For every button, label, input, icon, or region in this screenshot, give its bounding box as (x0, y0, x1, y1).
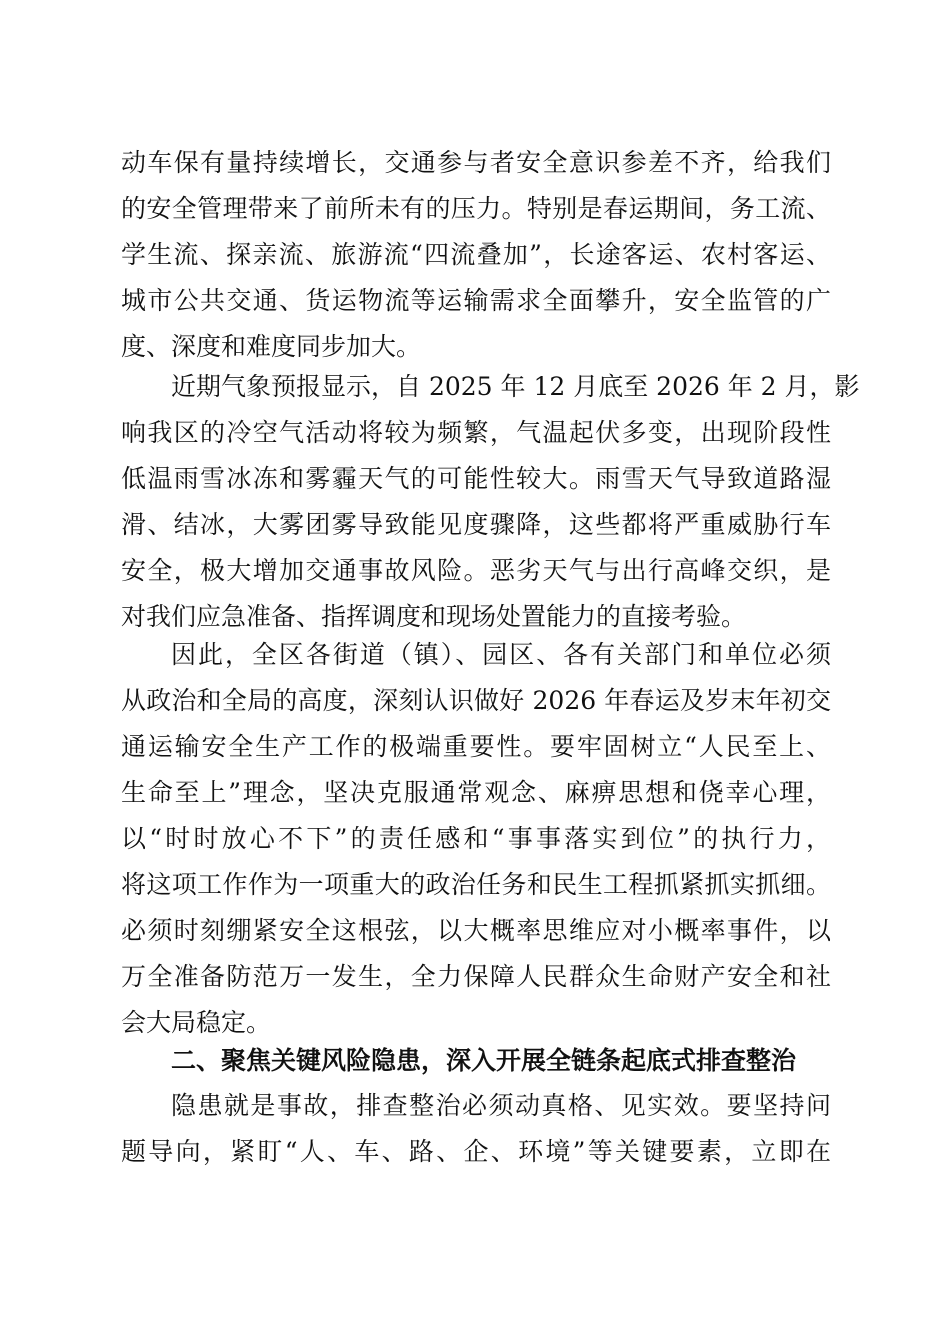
text-line: 响我区的冷空气活动将较为频繁，气温起伏多变，出现阶段性 (121, 418, 831, 447)
text-line: 城市公共交通、货运物流等运输需求全面攀升，安全监管的广 (121, 286, 831, 315)
section-heading-text: 二、聚焦关键风险隐患，深入开展全链条起底式排查整治 (171, 1046, 797, 1075)
text-line: 度、深度和难度同步加大。 (121, 332, 422, 361)
text-line: 近期气象预报显示，自 2025 年 12 月底至 2026 年 2 月，影 (171, 372, 860, 401)
text-line: 学生流、探亲流、旅游流“四流叠加”，长途客运、农村客运、 (121, 240, 831, 269)
text-line: 对我们应急准备、指挥调度和现场处置能力的直接考验。 (121, 602, 747, 631)
text-line: 安全，极大增加交通事故风险。恶劣天气与出行高峰交织，是 (121, 556, 831, 585)
text-line: 通运输安全生产工作的极端重要性。要牢固树立“人民至上、 (121, 732, 831, 761)
text-line: 的安全管理带来了前所未有的压力。特别是春运期间，务工流、 (121, 194, 831, 223)
text-line: 滑、结冰，大雾团雾导致能见度骤降，这些都将严重威胁行车 (121, 510, 831, 539)
paragraph-importance (121, 632, 831, 1046)
text-line: 隐患就是事故，排查整治必须动真格、见实效。要坚持问 (171, 1091, 831, 1120)
section-heading-2 (121, 1038, 831, 1084)
text-line: 动车保有量持续增长，交通参与者安全意识参差不齐，给我们 (121, 148, 831, 177)
paragraph-hazard-inspection (121, 1083, 831, 1175)
paragraph-weather-forecast (121, 364, 860, 640)
text-line: 从政治和全局的高度，深刻认识做好 2026 年春运及岁末年初交 (121, 686, 831, 715)
text-line: 因此，全区各街道（镇）、园区、各有关部门和单位必须 (171, 640, 831, 669)
text-line: 生命至上”理念，坚决克服通常观念、麻痹思想和侥幸心理， (121, 778, 831, 807)
text-line: 万全准备防范万一发生，全力保障人民群众生命财产安全和社 (121, 962, 831, 991)
text-line: 必须时刻绷紧安全这根弦，以大概率思维应对小概率事件，以 (121, 916, 831, 945)
text-line: 题导向，紧盯“人、车、路、企、环境”等关键要素，立即在 (121, 1137, 831, 1166)
text-line: 将这项工作作为一项重大的政治任务和民生工程抓紧抓实抓细。 (121, 870, 831, 899)
text-line: 以“时时放心不下”的责任感和“事事落实到位”的执行力， (121, 824, 831, 853)
text-line: 低温雨雪冰冻和雾霾天气的可能性较大。雨雪天气导致道路湿 (121, 464, 831, 493)
paragraph-vehicle-pressure (121, 140, 831, 370)
text-line: 会大局稳定。 (121, 1008, 272, 1037)
